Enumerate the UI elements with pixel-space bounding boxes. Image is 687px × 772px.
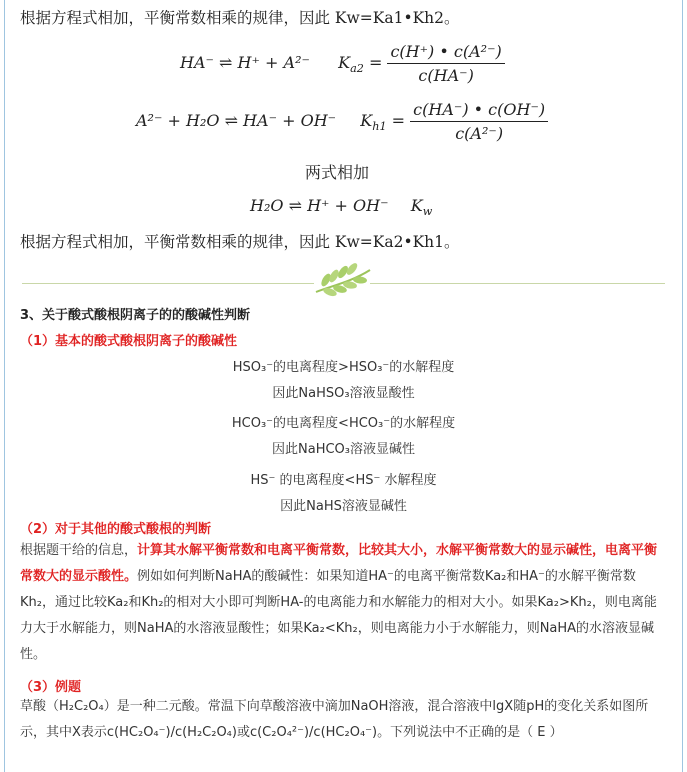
paragraph-highlight: 计算其水解平衡常数和电离平衡常数，比较其大小，水解平衡常数大的显示碱性，电离平衡常数大的显示酸性。 <box>20 543 658 584</box>
section-title: 3、关于酸式酸根阴离子的的酸碱性判断 <box>20 308 251 323</box>
example-hs-line1: HS⁻ 的电离程度<HS⁻ 水解程度 <box>250 473 437 488</box>
subsection-3-title: （3）例题 <box>20 680 82 695</box>
equation-3-constant: $K_w$ <box>410 196 433 219</box>
equation-1-denominator: c(HA⁻) <box>418 66 474 85</box>
subsection-2-title: （2）对于其他的酸式酸根的判断 <box>20 522 212 537</box>
example-hso3-line1: HSO₃⁻的电离程度>HSO₃⁻的水解程度 <box>232 360 455 375</box>
example-hso3-line2: 因此NaHSO₃溶液显酸性 <box>272 386 415 401</box>
equation-1: HA⁻ ⇌ H⁺ + A²⁻ $K_{a2}$ = $\frac{\text{c(H⁺) • c(A²⁻)}}{c(HA^-)}$ <box>180 42 505 85</box>
equation-2-numerator: c(HA⁻) • c(OH⁻) <box>410 100 548 122</box>
equation-2: A²⁻ + H₂O ⇌ HA⁻ + OH⁻ $K_{h1}$ = $\frac{c(HA^-) • c(OH^-)}{\text{c(A²⁻)}}$ <box>136 100 548 143</box>
example-hco3-line2: 因此NaHCO₃溶液显碱性 <box>272 442 415 457</box>
equation-1-fraction <box>387 42 504 85</box>
equation-3 <box>250 196 433 219</box>
equation-2-constant: $K_{h1}$ <box>360 111 387 134</box>
equation-2-fraction <box>410 100 548 143</box>
equation-1-lhs: HA⁻ ⇌ H⁺ + A²⁻ <box>180 53 310 72</box>
equation-1-constant: $K_{a2}$ <box>338 53 364 76</box>
top-summary-line: 根据方程式相加，平衡常数相乘的规律，因此 Kw=Ka1•Kh2。 <box>20 9 460 27</box>
leaf-ornament-icon <box>296 258 386 306</box>
subsection-1-title: （1）基本的酸式酸根阴离子的酸碱性 <box>20 334 238 349</box>
equation-3-lhs: H₂O ⇌ H⁺ + OH⁻ <box>250 196 389 215</box>
bottom-summary-line: 根据方程式相加，平衡常数相乘的规律，因此 Kw=Ka2•Kh1。 <box>20 233 460 251</box>
equation-2-lhs: A²⁻ + H₂O ⇌ HA⁻ + OH⁻ <box>136 111 337 130</box>
example-hco3-line1: HCO₃⁻的电离程度<HCO₃⁻的水解程度 <box>231 416 456 431</box>
paragraph-method: 根据题干给的信息，计算其水解平衡常数和电离平衡常数，比较其大小，水解平衡常数大的显示碱性，电离平衡常数大的显示酸性。例如如何判断NaHA的酸碱性：如果知道HA⁻的电离平衡常数Ka₂和HA⁻的水解平衡常数Kh₂，通过比较Ka₂和Kh₂的相对大小即可判断HA-的电离能力和水解能力的相对大小。如果Ka₂>Kh₂，则电离能力大于水解能力，则NaHA的水溶液显酸性；如果Ka₂<Kh₂，则电离能力小于水解能力，则NaHA的水溶液显碱性。 <box>20 543 658 662</box>
sum-label: 两式相加 <box>305 163 370 182</box>
example-hs-line2: 因此NaHS溶液显碱性 <box>280 499 407 514</box>
equation-1-numerator: c(H⁺) • c(A²⁻) <box>387 42 504 64</box>
equation-2-denominator: c(A²⁻) <box>455 124 504 143</box>
paragraph-example-question: 草酸（H₂C₂O₄）是一种二元酸。常温下向草酸溶液中滴加NaOH溶液，混合溶液中lgX随pH的变化关系如图所示，其中X表示c(HC₂O₄⁻)/c(H₂C₂O₄)或c(C₂O₄²⁻)/c(HC₂O₄⁻)。下列说法中不正确的是（ E ） <box>20 699 649 740</box>
